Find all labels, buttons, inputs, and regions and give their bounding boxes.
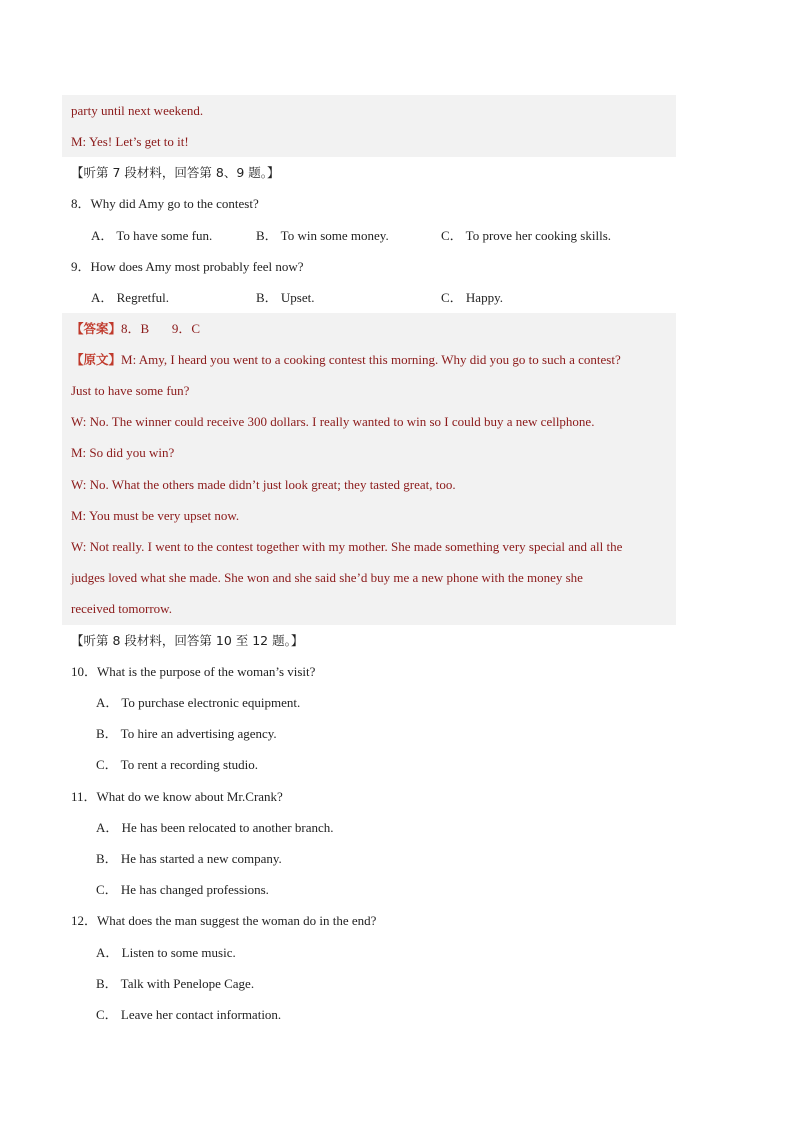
question-12-stem: 12．What does the man suggest the woman do in the end? <box>71 913 377 928</box>
transcript-line: judges loved what she made. She won and she said she’d buy me a new phone with the money she <box>71 570 583 585</box>
question-9-option-a: A． Regretful. <box>91 290 169 305</box>
section-7-heading: 【听第 7 段材料，回答第 8、9 题。】 <box>71 165 280 180</box>
question-11-option-a: A． He has been relocated to another branch. <box>96 820 334 835</box>
question-10-stem: 10．What is the purpose of the woman’s visit? <box>71 664 316 679</box>
transcript-line: party until next weekend. <box>71 103 204 118</box>
script-label: 【原文】 <box>71 352 122 367</box>
question-12-option-b: B． Talk with Penelope Cage. <box>96 976 255 991</box>
transcript-line: M: You must be very upset now. <box>71 508 240 523</box>
question-8-option-c: C． To prove her cooking skills. <box>441 228 612 243</box>
question-10-option-c: C． To rent a recording studio. <box>96 757 259 772</box>
transcript-line: received tomorrow. <box>71 601 172 616</box>
question-9-stem: 9．How does Amy most probably feel now? <box>71 259 304 274</box>
transcript-line: M: Yes! Let’s get to it! <box>71 134 189 149</box>
question-12-option-a: A． Listen to some music. <box>96 945 236 960</box>
transcript-line: M: Amy, I heard you went to a cooking contest this morning. Why did you go to such a contest? <box>121 352 621 367</box>
question-9-option-b: B． Upset. <box>256 290 315 305</box>
answer-label: 【答案】 <box>71 321 122 336</box>
transcript-line: W: No. The winner could receive 300 dollars. I really wanted to win so I could buy a new cellphone. <box>71 414 595 429</box>
question-9-option-c: C． Happy. <box>441 290 503 305</box>
question-11-option-c: C． He has changed professions. <box>96 882 269 897</box>
transcript-line: Just to have some fun? <box>71 383 190 398</box>
transcript-line: W: No. What the others made didn’t just look great; they tasted great, too. <box>71 477 456 492</box>
question-11-stem: 11．What do we know about Mr.Crank? <box>71 789 283 804</box>
question-8-option-b: B． To win some money. <box>256 228 389 243</box>
question-11-option-b: B． He has started a new company. <box>96 851 282 866</box>
answer-line <box>71 313 200 344</box>
question-8-option-a: A． To have some fun. <box>91 228 213 243</box>
question-12-option-c: C． Leave her contact information. <box>96 1007 282 1022</box>
transcript-first-line <box>71 344 621 375</box>
question-10-option-b: B． To hire an advertising agency. <box>96 726 277 741</box>
transcript-line: W: Not really. I went to the contest together with my mother. She made something very special and all the <box>71 539 623 554</box>
answer-text: 8．B 9．C <box>121 321 201 336</box>
question-10-option-a: A． To purchase electronic equipment. <box>96 695 301 710</box>
section-8-heading: 【听第 8 段材料，回答第 10 至 12 题。】 <box>71 633 304 648</box>
question-8-stem: 8．Why did Amy go to the contest? <box>71 196 259 211</box>
transcript-line: M: So did you win? <box>71 445 175 460</box>
